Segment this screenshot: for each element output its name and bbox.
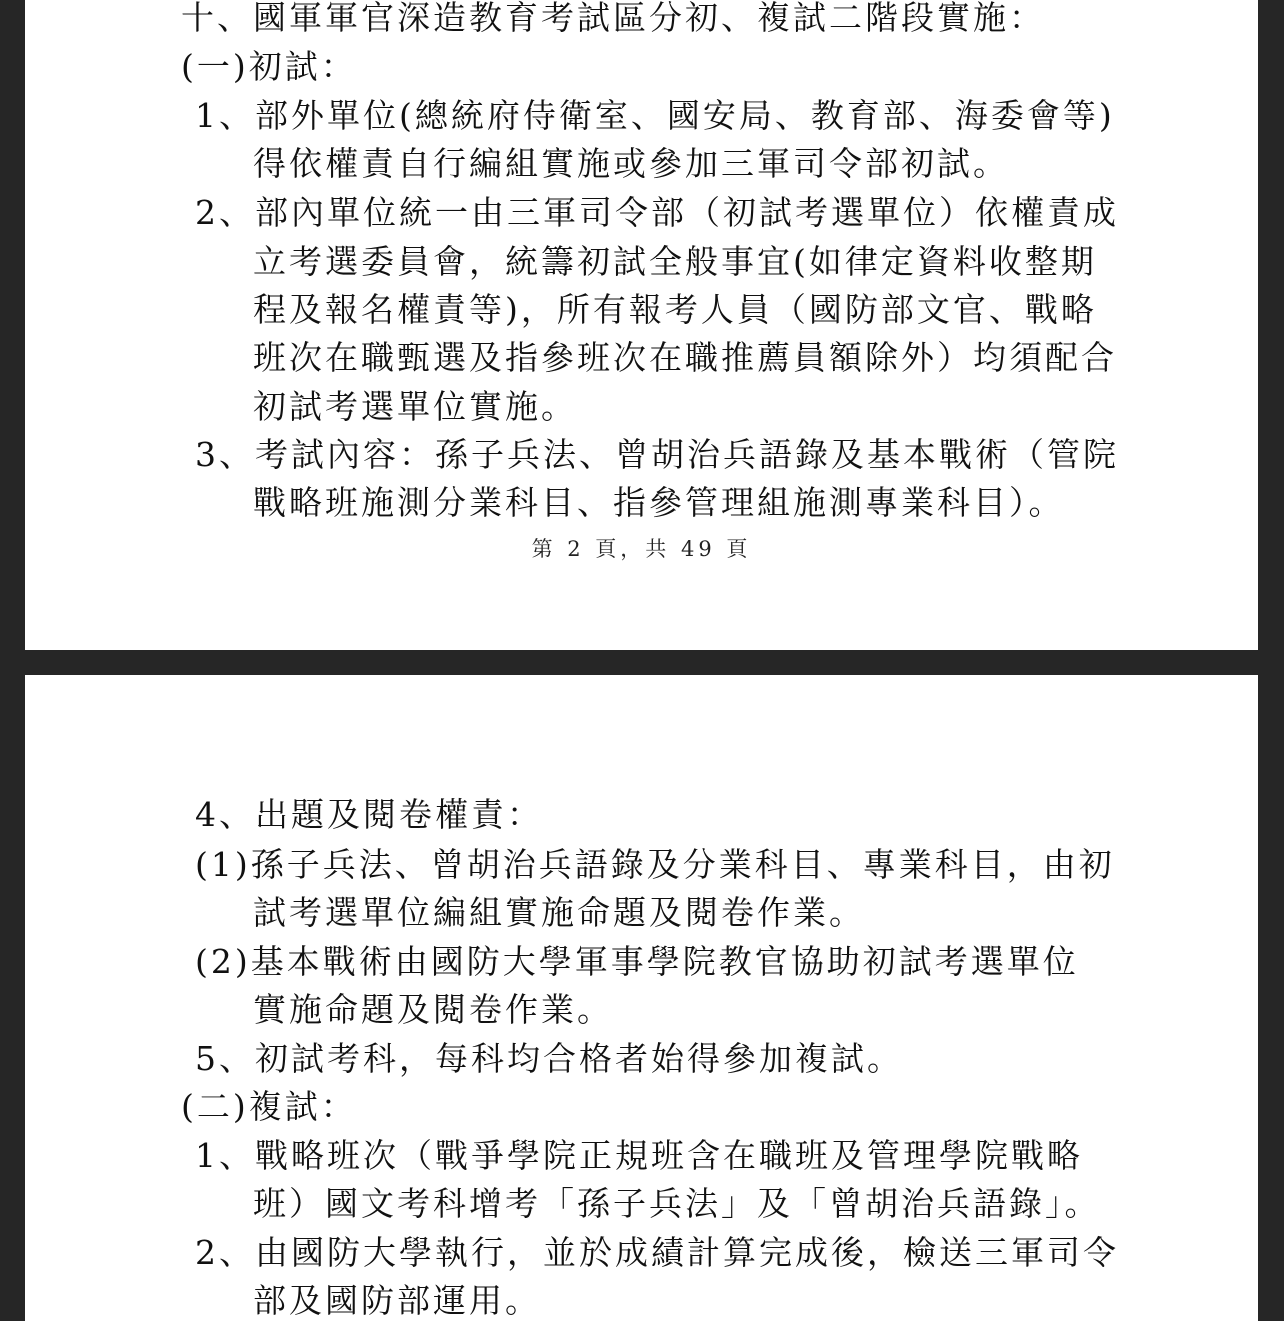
list-item-4-text: 出題及閱卷權責： (255, 795, 543, 834)
reexam-item-2-text: 由國防大學執行，並於成績計算完成後，檢送三軍司令 (255, 1233, 1119, 1272)
reexam-item-2-number: 2、 (195, 1233, 255, 1272)
sub-item-2-line (195, 942, 1079, 982)
sub-item-1-number: (1) (195, 845, 251, 884)
list-item-3-continuation: 戰略班施測分業科目、指參管理組施測專業科目）。 (253, 483, 1065, 522)
list-item-2-continuation-3: 班次在職甄選及指參班次在職推薦員額除外）均須配合 (253, 338, 1117, 377)
list-item-2-number: 2、 (195, 193, 255, 232)
list-item-3-text: 考試內容：孫子兵法、曾胡治兵語錄及基本戰術（管院 (255, 435, 1119, 474)
list-item-2-text: 部內單位統一由三軍司令部（初試考選單位）依權責成 (255, 193, 1119, 232)
list-item-2-line (195, 193, 1119, 233)
sub-item-1-line (195, 845, 1115, 885)
list-item-1-text: 部外單位(總統府侍衛室、國安局、教育部、海委會等) (255, 96, 1115, 135)
reexam-item-2-line (195, 1233, 1119, 1273)
list-item-5-line (195, 1039, 903, 1079)
sub-item-1-text: 孫子兵法、曾胡治兵語錄及分業科目、專業科目，由初 (250, 845, 1115, 884)
page-number-footer: 第 2 頁，共 49 頁 (531, 537, 752, 561)
subsection-preliminary-heading: (一)初試： (181, 47, 357, 86)
list-item-4-number: 4、 (195, 795, 255, 834)
section-heading: 十、國軍軍官深造教育考試區分初、複試二階段實施： (181, 0, 1045, 37)
list-item-4-line (195, 795, 543, 835)
list-item-2-continuation-4: 初試考選單位實施。 (253, 387, 577, 426)
list-item-5-text: 初試考科，每科均合格者始得參加複試。 (255, 1039, 903, 1078)
list-item-1-number: 1、 (195, 96, 255, 135)
subsection-reexam-heading: (二)複試： (181, 1087, 357, 1126)
list-item-5-number: 5、 (195, 1039, 255, 1078)
list-item-3-number: 3、 (195, 435, 255, 474)
sub-item-2-number: (2) (195, 942, 251, 981)
sub-item-1-continuation: 試考選單位編組實施命題及閱卷作業。 (253, 893, 865, 932)
reexam-item-1-continuation: 班）國文考科增考「孫子兵法」及「曾胡治兵語錄」。 (253, 1184, 1101, 1223)
reexam-item-2-continuation: 部及國防部運用。 (253, 1281, 541, 1320)
list-item-1-continuation: 得依權責自行編組實施或參加三軍司令部初試。 (253, 144, 1009, 183)
reexam-item-1-line (195, 1136, 1083, 1176)
sub-item-2-text: 基本戰術由國防大學軍事學院教官協助初試考選單位 (250, 942, 1079, 981)
list-item-3-line (195, 435, 1119, 475)
list-item-2-continuation-2: 程及報名權責等)，所有報考人員（國防部文官、戰略 (253, 290, 1097, 329)
document-page-2 (25, 0, 1258, 650)
document-page-3 (25, 675, 1258, 1321)
sub-item-2-continuation: 實施命題及閱卷作業。 (253, 990, 613, 1029)
reexam-item-1-number: 1、 (195, 1136, 255, 1175)
reexam-item-1-text: 戰略班次（戰爭學院正規班含在職班及管理學院戰略 (255, 1136, 1083, 1175)
list-item-1-line (195, 96, 1115, 136)
list-item-2-continuation-1: 立考選委員會，統籌初試全般事宜(如律定資料收整期 (253, 242, 1097, 281)
